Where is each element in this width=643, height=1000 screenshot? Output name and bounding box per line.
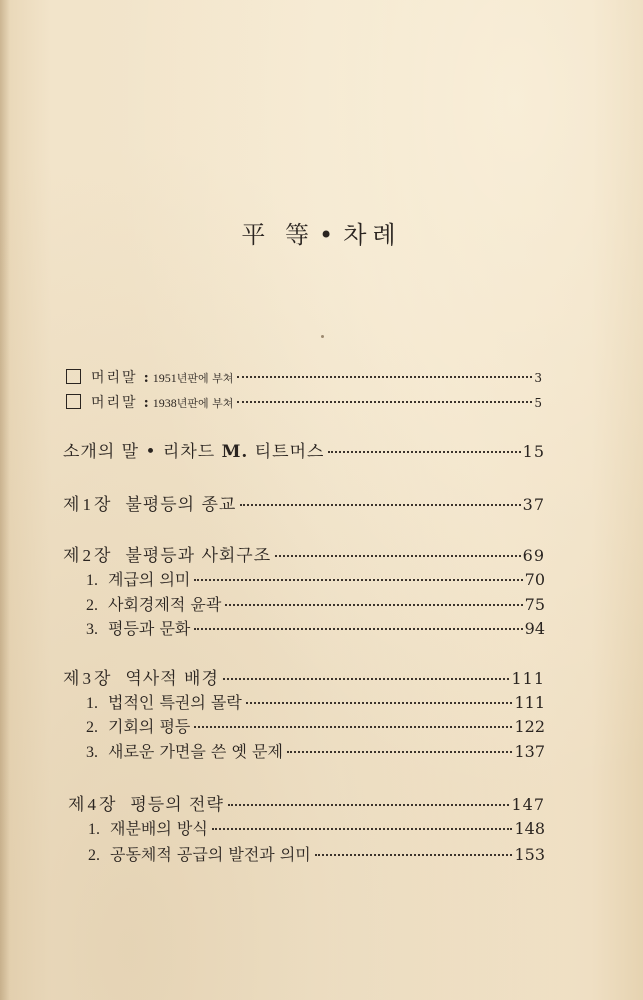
- page-title: [0, 215, 643, 250]
- dot-leader: [246, 702, 513, 704]
- section-number: 2.: [88, 847, 100, 864]
- preface-label: 머리말: [91, 370, 138, 386]
- chapter-number: 2: [82, 546, 92, 565]
- preface-suffix: 년판에 부쳐: [176, 372, 234, 385]
- toc-row-section-4-2[interactable]: [88, 842, 545, 865]
- section-title: 새로운 가면을 쓴 옛 문제: [108, 742, 283, 761]
- section-title: 재분배의 방식: [110, 819, 208, 838]
- chapter-prefix: 제: [63, 546, 81, 566]
- chapter-title: 불평등과 사회구조: [125, 546, 272, 566]
- chapter-prefix: 제: [63, 669, 81, 689]
- chapter-number: 3: [82, 669, 92, 688]
- toc-row-label: [86, 714, 190, 737]
- toc-row-label: [68, 790, 224, 815]
- chapter-title: 역사적 배경: [125, 669, 219, 689]
- page-number: 94: [524, 619, 545, 638]
- section-title: 법적인 특권의 몰락: [108, 693, 242, 712]
- dot-leader: [228, 804, 510, 806]
- section-number: 3.: [86, 621, 98, 638]
- toc-row-chapter-3[interactable]: [63, 664, 545, 689]
- chapter-unit: 장: [93, 669, 112, 689]
- page-number: 69: [522, 546, 545, 565]
- section-number: 3.: [86, 744, 98, 761]
- section-number: 1.: [86, 695, 98, 712]
- chapter-unit: 장: [98, 795, 117, 815]
- page-number: 15: [522, 442, 545, 461]
- dot-leader: [223, 678, 510, 680]
- page-number: 3: [534, 371, 542, 385]
- toc-row-section-2-2[interactable]: [86, 592, 545, 615]
- page-number: 75: [524, 595, 545, 614]
- preface-year: 1938: [152, 396, 177, 410]
- chapter-number: 4: [87, 795, 97, 814]
- title-dot: •: [319, 221, 340, 249]
- chapter-prefix: 제: [68, 795, 86, 815]
- toc-row-label: [88, 842, 311, 865]
- toc-row-intro[interactable]: [63, 437, 545, 462]
- toc-row-label: [63, 664, 219, 689]
- toc-row-chapter-4[interactable]: [68, 790, 545, 815]
- toc-row-chapter-2[interactable]: [63, 541, 545, 566]
- preface-suffix: 년판에 부쳐: [176, 397, 234, 410]
- dot-leader: [328, 451, 520, 453]
- toc-row-label: [63, 437, 324, 462]
- section-title: 계급의 의미: [108, 570, 191, 589]
- page-number: 37: [522, 495, 545, 514]
- dot-leader: [240, 504, 520, 506]
- toc-row-label: [86, 592, 221, 615]
- chapter-prefix: 제: [63, 495, 81, 515]
- intro-text: 소개의 말 • 리차드: [63, 442, 222, 462]
- dot-leader: [225, 604, 522, 606]
- dot-leader: [315, 854, 513, 856]
- preface-year: 1951: [152, 371, 177, 385]
- intro-author: 티트머스: [248, 442, 325, 462]
- toc-row-section-3-2[interactable]: [86, 714, 545, 737]
- chapter-unit: 장: [93, 546, 112, 566]
- section-number: 1.: [86, 572, 98, 589]
- dot-leader: [212, 828, 513, 830]
- toc-row-section-4-1[interactable]: [88, 816, 545, 839]
- toc-row-label: [86, 616, 190, 639]
- section-title: 사회경제적 윤곽: [108, 595, 222, 614]
- chapter-unit: 장: [93, 495, 112, 515]
- chapter-number: 1: [82, 495, 92, 514]
- page-number: 111: [511, 669, 545, 688]
- toc-row-label: [88, 816, 208, 839]
- toc-row-preface-1951[interactable]: [66, 367, 542, 387]
- page-number: 148: [514, 819, 545, 838]
- toc-row-label: [86, 567, 190, 590]
- toc-row-label: [63, 490, 236, 515]
- toc-row-label: [86, 739, 283, 762]
- preface-colon: :: [143, 395, 149, 411]
- paper-speck: [321, 335, 324, 338]
- checkbox-icon: [66, 369, 81, 384]
- page-number: 5: [534, 396, 542, 410]
- spine-shadow: [0, 0, 10, 1000]
- toc-row-preface-1938[interactable]: [66, 392, 542, 412]
- toc-row-section-3-3[interactable]: [86, 739, 545, 762]
- title-hanja: 平 等: [241, 221, 316, 249]
- dot-leader: [287, 751, 513, 753]
- section-number: 2.: [86, 597, 98, 614]
- section-number: 1.: [88, 821, 100, 838]
- title-korean: 차례: [343, 221, 402, 249]
- dot-leader: [237, 376, 532, 378]
- intro-initial: M.: [221, 442, 249, 462]
- section-title: 공동체적 공급의 발전과 의미: [110, 845, 311, 864]
- page-number: 147: [511, 795, 545, 814]
- toc-row-section-2-1[interactable]: [86, 567, 545, 590]
- chapter-title: 평등의 전략: [130, 795, 224, 815]
- toc-row-label: [66, 392, 233, 412]
- page-number: 122: [514, 717, 545, 736]
- checkbox-icon: [66, 394, 81, 409]
- page-number: 70: [524, 570, 545, 589]
- chapter-title: 불평등의 종교: [125, 495, 237, 515]
- dot-leader: [194, 628, 522, 630]
- page-number: 153: [514, 845, 545, 864]
- dot-leader: [194, 579, 522, 581]
- toc-row-label: [86, 690, 242, 713]
- section-title: 평등과 문화: [108, 619, 191, 638]
- section-number: 2.: [86, 719, 98, 736]
- page-number: 137: [514, 742, 545, 761]
- preface-colon: :: [143, 370, 149, 386]
- toc-row-chapter-1[interactable]: [63, 490, 545, 515]
- toc-row-label: [66, 367, 233, 387]
- toc-row-label: [63, 541, 271, 566]
- dot-leader: [194, 726, 512, 728]
- dot-leader: [237, 401, 532, 403]
- toc-row-section-2-3[interactable]: [86, 616, 545, 639]
- section-title: 기회의 평등: [108, 717, 191, 736]
- toc-row-section-3-1[interactable]: [86, 690, 545, 713]
- dot-leader: [275, 555, 520, 557]
- preface-label: 머리말: [91, 395, 138, 411]
- page-number: 111: [514, 693, 545, 712]
